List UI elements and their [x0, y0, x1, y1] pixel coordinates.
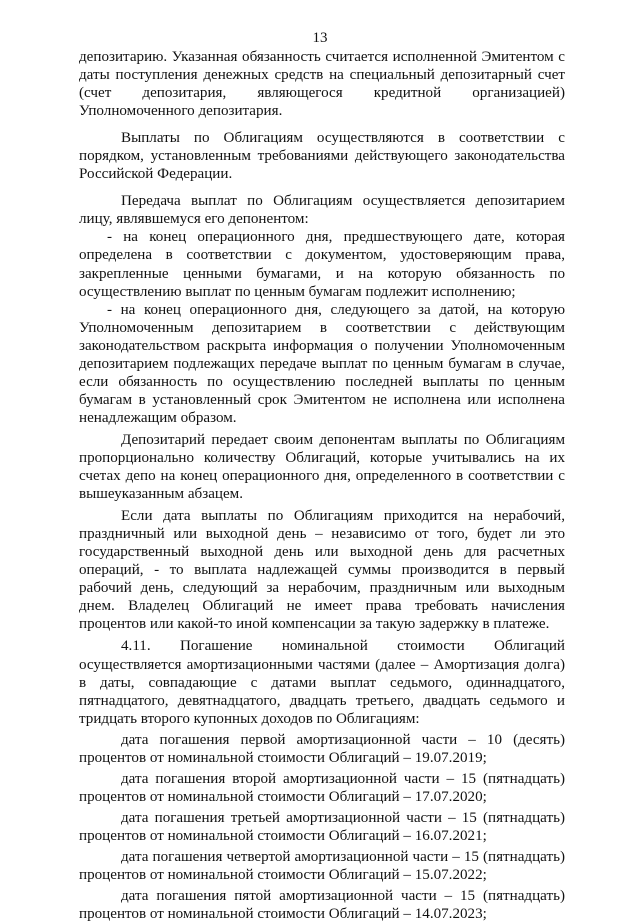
amortization-item: дата погашения четвертой амортизационной части – 15 (пятнадцать) процентов от номинальной стоимости Облигаций – 15.07.2022;	[79, 848, 565, 884]
amortization-item: дата погашения третьей амортизационной части – 15 (пятнадцать) процентов от номинальной стоимости Облигаций – 16.07.2021;	[79, 809, 565, 844]
document-body	[79, 48, 565, 923]
list-item: - на конец операционного дня, предшествующего дате, которая определена в соответствии с документом, удостоверяющим права, закрепленные ценными бумагами, и на которую обязанность по осуществлению выплат по ценным бумагам подлежит исполнению;	[79, 229, 565, 300]
paragraph: Выплаты по Облигациям осуществляются в соответствии с порядком, установленным требованиями действующего законодательства Российской Федерации.	[79, 130, 565, 183]
section-4-11-paragraph: 4.11. Погашение номинальной стоимости Облигаций осуществляется амортизационными частями (далее – Амортизация долга) в даты, совпадающие с датами выплат седьмого, одиннадцатого, пятнадцатого, девятнадцатого, двадцать третьего, двадцать седьмого и тридцать второго купонных доходов по Облигациям:	[79, 638, 565, 727]
paragraph: Если дата выплаты по Облигациям приходится на нерабочий, праздничный или выходной день – независимо от того, будет ли это государственный выходной день или выходной день для расчетных операций, - то выплата надлежащей суммы производится в первый рабочий день, следующий за нерабочим, праздничным или выходным днем. Владелец Облигаций не имеет права требовать начисления процентов или какой-то иной компенсации за такую задержку в платеже.	[79, 508, 565, 633]
list-item: - на конец операционного дня, следующего за датой, на которую Уполномоченным депозитарием в соответствии с действующим законодательством раскрыта информация о получении Уполномоченным депозитарием подлежащих передаче выплат по ценным бумагам в случае, если обязанность по осуществлению последней выплаты по ценным бумагам в установленный срок Эмитентом не исполнена или исполнена ненадлежащим образом.	[79, 301, 565, 426]
amortization-item: дата погашения пятой амортизационной части – 15 (пятнадцать) процентов от номинальной стоимости Облигаций – 14.07.2023;	[79, 888, 565, 923]
amortization-item: дата погашения второй амортизационной части – 15 (пятнадцать) процентов от номинальной стоимости Облигаций – 17.07.2020;	[79, 770, 565, 805]
paragraph: депозитарию. Указанная обязанность считается исполненной Эмитентом с даты поступления денежных средств на специальный депозитарный счет (счет депозитария, являющегося кредитной организацией) Уполномоченного депозитария.	[79, 49, 565, 120]
page-number: 13	[312, 30, 328, 46]
amortization-item: дата погашения первой амортизационной части – 10 (десять) процентов от номинальной стоимости Облигаций – 19.07.2019;	[79, 731, 565, 766]
paragraph: Передача выплат по Облигациям осуществляется депозитарием лицу, являвшемуся его депонентом:	[79, 193, 565, 228]
paragraph: Депозитарий передает своим депонентам выплаты по Облигациям пропорционально количеству Облигаций, которые учитывались на их счетах депо на конец операционного дня, определенного в соответствии с вышеуказанным абзацем.	[79, 431, 565, 503]
